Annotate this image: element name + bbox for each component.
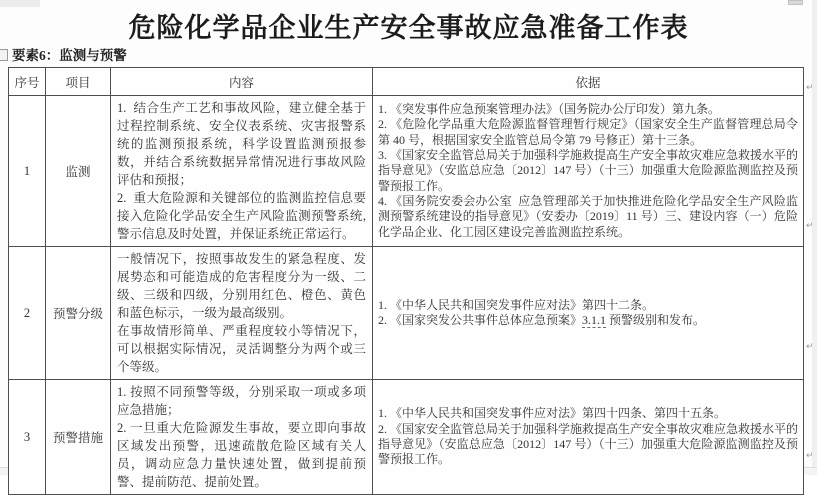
basis-text: 预警级别和发布。 (606, 313, 706, 327)
row2-content-cell (111, 247, 373, 380)
content-paragraph: 2. 一旦重大危险源发生事故，要立即向事故区域发出预警，迅速疏散危险区域有关人员，调动应急力量快速处置，做到提前预警、提前防范、提前处置。 (117, 421, 366, 489)
row2-item: 预警分级 (46, 247, 111, 380)
content-paragraph: 1. 按照不同预警等级，分别采取一项或多项应急措施； (117, 385, 366, 417)
page-title: 危险化学品企业生产安全事故应急准备工作表 (128, 13, 689, 43)
header-serial: 序号 (9, 68, 46, 96)
page-edge-shade (812, 0, 817, 475)
header-content: 内容 (111, 68, 373, 96)
row3-content-cell (111, 380, 373, 495)
row1-content-cell (111, 96, 373, 247)
basis-paragraph: 1. 《中华人民共和国突发事件应对法》第四十二条。 (378, 297, 655, 312)
row-end-mark: ↵ (806, 451, 814, 461)
table-row (9, 96, 804, 247)
basis-section-ref: 3.1.1 (582, 313, 607, 327)
cropped-character-artifact (0, 49, 8, 61)
work-table (8, 67, 804, 495)
basis-paragraph: 4. 《国务院安委会办公室 应急管理部关于加快推进危险化学品安全生产风险监测预警系统建设的指导意见》（安委办〔2019〕11 号）三、建设内容（一）危险化学品企业、化工园区建设完善监测监控系统。 (378, 193, 798, 239)
basis-paragraph: 2. 《危险化学品重大危险源监督管理暂行规定》（国家安全生产监督管理总局令第 40 号，根据国家安全监管总局令第 79 号修正）第十三条。 (378, 117, 798, 147)
table-header-row (9, 68, 804, 96)
row2-basis-cell (373, 247, 804, 380)
section-label: 要素6：监测与预警 (12, 48, 127, 63)
basis-paragraph: 2. 《国家安全监管总局关于加强科学施救提高生产安全事故灾难应急救援水平的指导意见》（安监总应急〔2012〕147 号）（十三）加强重大危险源监测监控及预警预报工作。 (378, 421, 799, 467)
row-end-mark: ↵ (806, 221, 814, 231)
content-paragraph: 在事故情形简单、严重程度较小等情况下，可以根据实际情况，灵活调整分为两个或三个等级。 (117, 324, 366, 374)
basis-paragraph: 1. 《突发事件应急预案管理办法》（国务院办公厅印发）第九条。 (378, 102, 721, 117)
row1-basis-cell (373, 96, 804, 247)
row1-item: 监测 (46, 96, 111, 247)
row-end-mark: ↵ (806, 342, 814, 352)
row3-basis-cell (373, 380, 804, 495)
table-row (9, 380, 804, 495)
header-item: 项目 (46, 68, 111, 96)
basis-paragraph (378, 313, 798, 328)
basis-paragraph: 1. 《中华人民共和国突发事件应对法》第四十四条、第四十五条。 (378, 406, 727, 421)
row2-serial: 2 (9, 247, 46, 380)
content-paragraph: 1. 结合生产工艺和事故风险，建立健全基于过程控制系统、安全仪表系统、灾害报警系统的监测预报系统，科学设置监测预报参数，并结合系统数据异常情况进行事故风险评估和预报； (117, 101, 366, 187)
basis-text: 2. 《国家突发公共事件总体应急预案》 (378, 313, 583, 327)
header-basis: 依据 (373, 68, 804, 96)
table-row (9, 247, 804, 380)
row1-serial: 1 (9, 96, 46, 247)
row-end-mark: ↵ (806, 83, 814, 93)
basis-paragraph: 3. 《国家安全监管总局关于加强科学施救提高生产安全事故灾难应急救援水平的指导意见》（安监总应急〔2012〕147 号）（十三）加强重大危险源监测监控及预警预报工作。 (378, 148, 799, 193)
window-corner-artifact (788, 0, 803, 5)
content-paragraph: 一般情况下，按照事故发生的紧急程度、发展势态和可能造成的危害程度分为一级、二级、三级和四级，分别用红色、橙色、黄色和蓝色标示，一级为最高级别。 (117, 252, 366, 320)
row3-item: 预警措施 (46, 380, 111, 495)
content-paragraph: 2. 重大危险源和关键部位的监测监控信息要接入危险化学品安全生产风险监测预警系统,警示信息及时处置，并保证系统正常运行。 (117, 191, 366, 241)
row3-serial: 3 (9, 380, 46, 495)
